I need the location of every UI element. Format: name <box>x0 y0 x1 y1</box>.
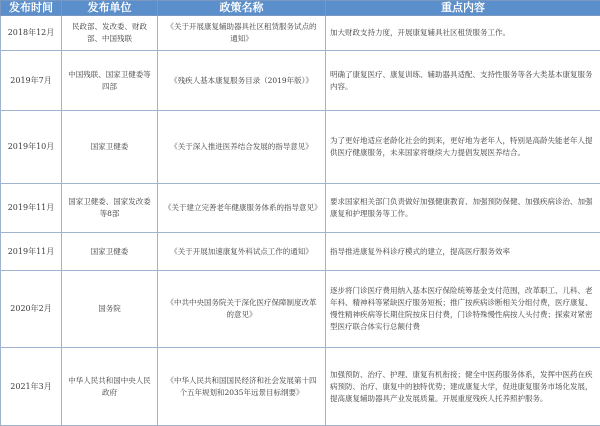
header-key-content: 重点内容 <box>326 1 600 16</box>
cell-key-content: 要求国家相关部门负责做好加强健康教育、加强预防保健、加强疾病诊治、加强康复和护理服务等工作。 <box>326 184 600 233</box>
cell-time: 2019年10月 <box>1 111 62 184</box>
table-row <box>1 184 600 233</box>
cell-time: 2019年11月 <box>1 184 62 233</box>
header-release-time: 发布时间 <box>1 1 62 16</box>
cell-key-content: 指导推进康复外科诊疗模式的建立，提高医疗服务效率 <box>326 233 600 271</box>
table-row <box>1 111 600 184</box>
cell-unit: 国家卫健委 <box>62 111 158 184</box>
cell-key-content: 明确了康复医疗、康复训练、辅助器具适配、支持性服务等各大类基本康复服务内容。 <box>326 51 600 111</box>
table-header <box>1 1 600 16</box>
cell-unit: 国家卫健委 <box>62 233 158 271</box>
header-policy-name: 政策名称 <box>158 1 326 16</box>
cell-key-content: 为了更好地适应老龄化社会的到来，更好地为老年人，特别是高龄失能老年人提供医疗健康服务，未来国家将继续大力提倡发展医养结合。 <box>326 111 600 184</box>
header-issuing-unit: 发布单位 <box>62 1 158 16</box>
cell-policy-name: 《关于建立完善老年健康服务体系的指导意见》 <box>158 184 326 233</box>
table-row <box>1 348 600 426</box>
cell-time: 2021年3月 <box>1 348 62 426</box>
cell-policy-name: 《中华人民共和国国民经济和社会发展第十四个五年规划和2035年远景目标纲要》 <box>158 348 326 426</box>
cell-key-content: 逐步将门诊医疗费用纳入基本医疗保险统筹基金支付范围，改革职工、儿科、老年科、精神科等紧缺医疗服务短板；推广按疾病诊断相关分组付费，医疗康复、慢性精神疾病等长期住院按床日付费，门诊特殊慢性病按人头付费；探索对紧密型医疗联合体实行总额付费 <box>326 271 600 348</box>
cell-time: 2019年7月 <box>1 51 62 111</box>
cell-time: 2020年2月 <box>1 271 62 348</box>
cell-policy-name: 《残疾人基本康复服务目录（2019年版）》 <box>158 51 326 111</box>
table-row <box>1 271 600 348</box>
header-row <box>1 1 600 16</box>
cell-unit: 国务院 <box>62 271 158 348</box>
table-row <box>1 51 600 111</box>
cell-key-content: 加大财政支持力度，开展康复辅具社区租赁服务工作。 <box>326 16 600 51</box>
cell-unit: 国家卫健委、国家发改委等8部 <box>62 184 158 233</box>
cell-policy-name: 《关于开展康复辅助器具社区租赁服务试点的通知》 <box>158 16 326 51</box>
cell-policy-name: 《中共中央国务院关于深化医疗保障制度改革的意见》 <box>158 271 326 348</box>
cell-time: 2018年12月 <box>1 16 62 51</box>
cell-policy-name: 《关于开展加速康复外科试点工作的通知》 <box>158 233 326 271</box>
cell-time: 2019年11月 <box>1 233 62 271</box>
cell-unit: 中国残联、国家卫健委等四部 <box>62 51 158 111</box>
cell-unit: 民政部、发改委、财政部、中国残联 <box>62 16 158 51</box>
table-row <box>1 233 600 271</box>
table-row <box>1 16 600 51</box>
cell-unit: 中华人民共和国中央人民政府 <box>62 348 158 426</box>
table-body <box>1 16 600 426</box>
cell-key-content: 加强预防、治疗、护理、康复有机衔接；健全中医药服务体系，发挥中医药在疾病预防、治疗、康复中的独特优势；建成康复大学，促进康复服务市场化发展，提高康复辅助器具产业发展质量。开展重度残疾人托养照护服务。 <box>326 348 600 426</box>
cell-policy-name: 《关于深入推进医养结合发展的指导意见》 <box>158 111 326 184</box>
